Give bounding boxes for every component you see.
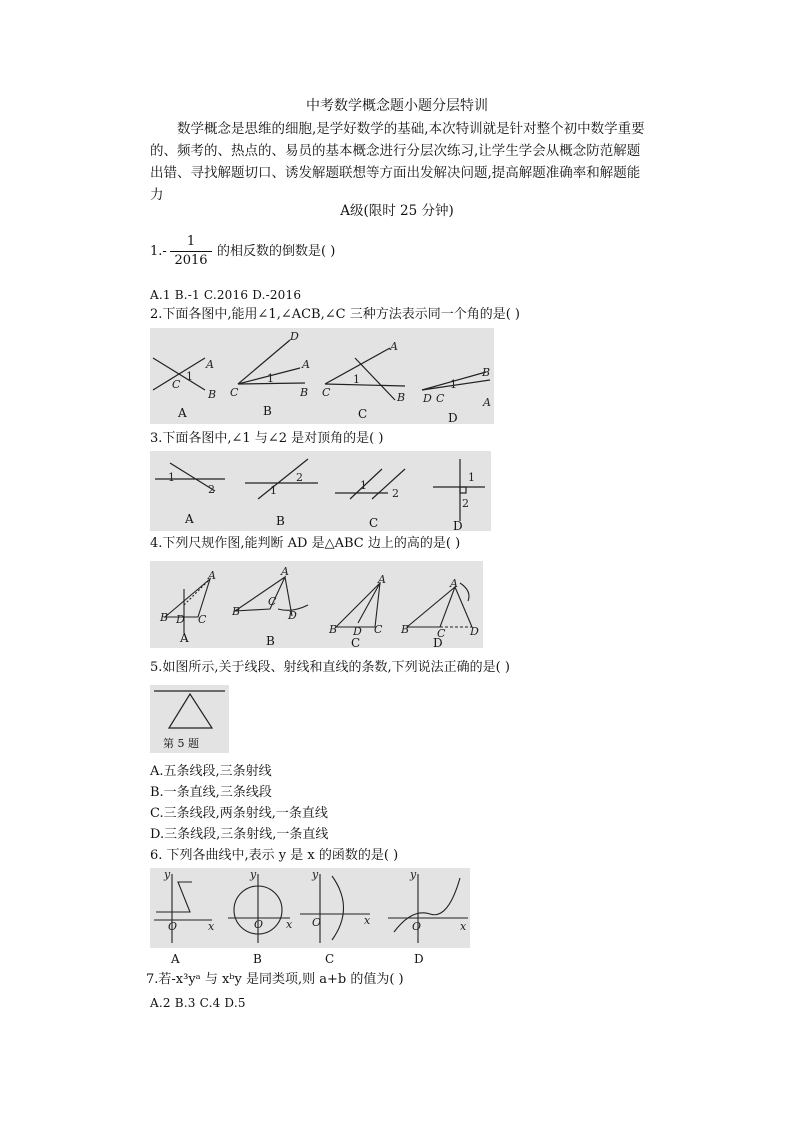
q7-stem: 7.若-x³yᵃ 与 xᵇy 是同类项,则 a+b 的值为( ) — [146, 972, 404, 987]
q6-figure — [150, 868, 470, 948]
q5-stem: 5.如图所示,关于线段、射线和直线的条数,下列说法正确的是( ) — [150, 660, 510, 675]
svg-text:A: A — [378, 573, 386, 586]
q3-stem: 3.下面各图中,∠1 与∠2 是对顶角的是( ) — [150, 431, 384, 446]
svg-text:C: C — [437, 627, 446, 640]
q4-figure — [150, 561, 483, 648]
q1-fraction — [170, 234, 212, 269]
svg-text:y: y — [250, 868, 257, 881]
q4-label-c: C — [351, 636, 361, 650]
svg-text:O: O — [412, 920, 422, 933]
svg-text:C: C — [374, 623, 383, 636]
q3-label-b: B — [276, 514, 285, 528]
svg-text:D: D — [290, 330, 299, 343]
svg-text:B: B — [208, 388, 217, 401]
svg-text:1: 1 — [270, 484, 277, 497]
q4-label-b: B — [266, 634, 275, 648]
svg-text:1: 1 — [360, 479, 367, 492]
q1-options: A.1 B.-1 C.2016 D.-2016 — [150, 288, 302, 302]
intro-paragraph: 数学概念是思维的细胞,是学好数学的基础,本次特训就是针对整个初中数学重要的、频考的、热点的、易员的基本概念进行分层次练习,让学生学会从概念防范解题出错、寻找解题切口、诱发解题联想等方面出发解决问题,提高解题准确率和解题能力 — [150, 121, 645, 203]
svg-text:O: O — [254, 918, 264, 931]
svg-text:2: 2 — [462, 497, 469, 510]
q2-label-c: C — [358, 407, 368, 421]
svg-text:A: A — [208, 569, 216, 582]
q6-label-d: D — [414, 952, 424, 966]
svg-text:C: C — [268, 595, 277, 608]
svg-text:B: B — [300, 386, 309, 399]
page-title: 中考数学概念题小题分层特训 — [306, 98, 488, 114]
svg-text:A: A — [450, 577, 458, 590]
svg-text:O: O — [168, 920, 178, 933]
q3-label-d: D — [453, 519, 463, 533]
svg-text:1: 1 — [267, 372, 274, 385]
svg-text:B: B — [232, 605, 241, 618]
q5-option-b: B.一条直线,三条线段 — [150, 785, 272, 800]
svg-text:1: 1 — [353, 373, 360, 386]
q1-denominator: 2016 — [174, 253, 208, 268]
q5-figure-caption: 第 5 题 — [163, 737, 199, 750]
svg-text:1: 1 — [186, 370, 193, 383]
svg-text:2: 2 — [208, 483, 215, 496]
svg-text:2: 2 — [296, 471, 303, 484]
svg-text:x: x — [460, 920, 467, 933]
q2-stem: 2.下面各图中,能用∠1,∠ACB,∠C 三种方法表示同一个角的是( ) — [150, 307, 520, 322]
svg-text:D: D — [288, 609, 297, 622]
svg-text:B: B — [329, 623, 338, 636]
q3-figure — [150, 451, 491, 531]
svg-text:C: C — [198, 613, 207, 626]
svg-text:O: O — [312, 916, 322, 929]
q7-options: A.2 B.3 C.4 D.5 — [150, 996, 246, 1010]
svg-text:A: A — [206, 358, 214, 371]
svg-text:1: 1 — [168, 471, 175, 484]
q5-option-d: D.三条线段,三条射线,一条直线 — [150, 827, 329, 842]
svg-text:x: x — [286, 918, 293, 931]
svg-text:B: B — [401, 623, 410, 636]
svg-text:y: y — [410, 868, 417, 881]
svg-text:C: C — [230, 386, 239, 399]
svg-text:C: C — [322, 386, 331, 399]
svg-text:1: 1 — [468, 471, 475, 484]
svg-text:D: D — [423, 392, 432, 405]
q1-stem: 的相反数的倒数是( ) — [217, 244, 336, 259]
q1-numerator: 1 — [170, 234, 212, 252]
svg-text:C: C — [172, 378, 181, 391]
q4-label-a: A — [180, 631, 189, 645]
svg-text:y: y — [312, 868, 319, 881]
q4-label-d: D — [433, 636, 443, 650]
svg-text:A: A — [483, 396, 491, 409]
svg-text:1: 1 — [450, 378, 457, 391]
q5-option-a: A.五条线段,三条射线 — [150, 764, 272, 779]
q2-label-a: A — [178, 406, 187, 420]
svg-text:D: D — [353, 625, 362, 638]
q2-label-b: B — [263, 404, 272, 418]
svg-text:A: A — [390, 340, 398, 353]
q5-figure — [150, 685, 229, 753]
svg-text:A: A — [281, 565, 289, 578]
svg-text:x: x — [364, 914, 371, 927]
q1-prefix: 1.- — [150, 244, 167, 259]
q6-label-c: C — [325, 952, 335, 966]
q2-figure — [150, 328, 494, 424]
svg-text:B: B — [482, 366, 491, 379]
q6-stem: 6. 下列各曲线中,表示 y 是 x 的函数的是( ) — [150, 848, 399, 863]
svg-text:y: y — [164, 868, 171, 881]
q3-label-c: C — [369, 516, 379, 530]
q2-label-d: D — [448, 411, 458, 425]
q6-label-a: A — [171, 952, 180, 966]
q6-label-b: B — [253, 952, 262, 966]
q3-label-a: A — [185, 512, 194, 526]
svg-text:C: C — [436, 392, 445, 405]
q5-option-c: C.三条线段,两条射线,一条直线 — [150, 806, 328, 821]
svg-text:A: A — [302, 358, 310, 371]
svg-text:D: D — [470, 625, 479, 638]
level-heading: A级(限时 25 分钟) — [340, 203, 454, 219]
svg-text:B: B — [397, 391, 406, 404]
svg-text:D: D — [176, 613, 185, 626]
svg-text:2: 2 — [392, 487, 399, 500]
q4-stem: 4.下列尺规作图,能判断 AD 是△ABC 边上的高的是( ) — [150, 536, 461, 551]
svg-text:x: x — [208, 920, 215, 933]
svg-text:B: B — [160, 611, 169, 624]
